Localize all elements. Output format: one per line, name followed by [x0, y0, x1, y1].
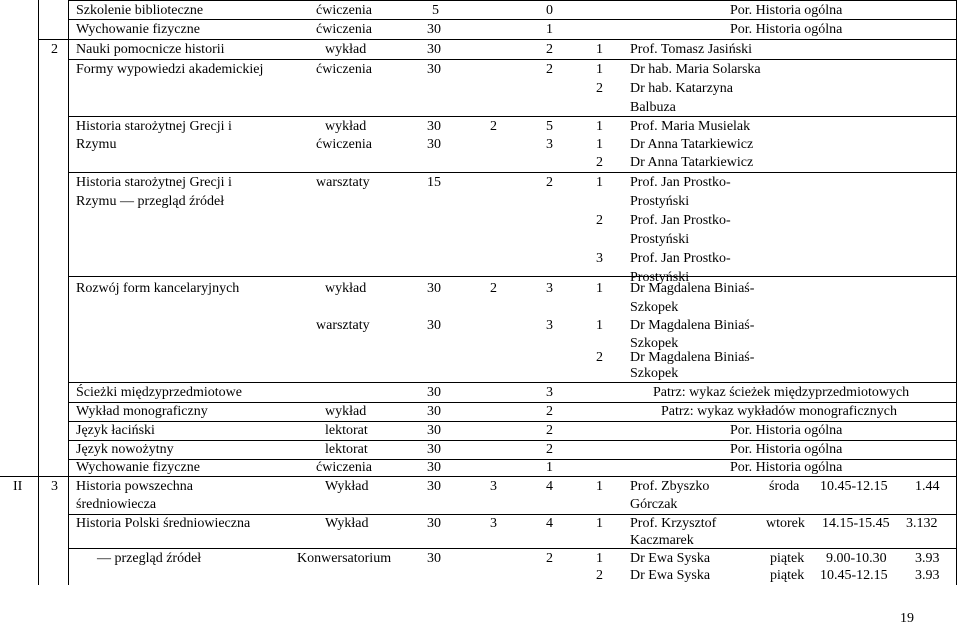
hours: 30	[427, 479, 441, 494]
group: 2	[596, 155, 603, 170]
teacher: Prof. Zbyszko	[630, 479, 710, 494]
teacher: Por. Historia ogólna	[730, 442, 843, 457]
row-divider	[68, 0, 957, 1]
course-name: Nauki pomocnicze historii	[76, 42, 225, 57]
teacher: Kaczmarek	[630, 533, 694, 548]
teacher: Por. Historia ogólna	[730, 22, 843, 37]
teacher: Dr Magdalena Biniaś-	[630, 318, 755, 333]
room: 3.93	[915, 568, 940, 583]
hours: 30	[427, 442, 441, 457]
ects: 2	[546, 42, 553, 57]
group: 1	[596, 281, 603, 296]
group: 1	[596, 551, 603, 566]
table-border-col1	[68, 0, 69, 585]
ects: 3	[546, 385, 553, 400]
teacher: Prostyński	[630, 232, 690, 247]
teacher: Balbuza	[630, 100, 676, 115]
course-name: Historia starożytnej Grecji i	[76, 119, 232, 134]
ects: 3	[546, 318, 553, 333]
year-label: II	[13, 479, 23, 494]
hours: 30	[427, 516, 441, 531]
ects: 1	[546, 460, 553, 475]
course-name: Ścieżki międzyprzedmiotowe	[76, 385, 242, 400]
hours: 30	[427, 318, 441, 333]
teacher: Prof. Maria Musielak	[630, 119, 751, 134]
row-divider	[68, 276, 957, 277]
hours: 30	[427, 385, 441, 400]
class-form: Wykład	[325, 479, 369, 494]
group: 1	[596, 119, 603, 134]
teacher: Prof. Krzysztof	[630, 516, 717, 531]
ects: 3	[490, 479, 497, 494]
ects: 1	[546, 22, 553, 37]
course-name: Wykład monograficzny	[76, 404, 208, 419]
ects: 2	[546, 404, 553, 419]
teacher: Szkopek	[630, 336, 679, 351]
row-divider	[68, 59, 957, 60]
day: piątek	[770, 551, 805, 566]
teacher: Dr Magdalena Biniaś-	[630, 350, 755, 365]
hours: 30	[427, 42, 441, 57]
hours: 15	[427, 175, 441, 190]
group: 2	[596, 213, 603, 228]
course-name: Formy wypowiedzi akademickiej	[76, 62, 264, 77]
group: 1	[596, 175, 603, 190]
teacher: Prostyński	[630, 194, 690, 209]
ects: 3	[546, 281, 553, 296]
hours: 30	[427, 119, 441, 134]
hours: 30	[427, 404, 441, 419]
ects: 2	[490, 119, 497, 134]
class-form: ćwiczenia	[316, 3, 372, 18]
teacher: Patrz: wykaz ścieżek międzyprzedmiotowych	[653, 385, 910, 400]
class-form: lektorat	[325, 423, 368, 438]
ects: 2	[546, 62, 553, 77]
hours: 30	[427, 460, 441, 475]
class-form: lektorat	[325, 442, 368, 457]
class-form: wykład	[325, 42, 367, 57]
hours: 30	[427, 137, 441, 152]
hours: 30	[427, 551, 441, 566]
hours: 30	[427, 423, 441, 438]
group: 2	[596, 350, 603, 365]
class-form: warsztaty	[316, 175, 370, 190]
teacher: Prof. Jan Prostko-	[630, 251, 731, 266]
teacher: Dr Magdalena Biniaś-	[630, 281, 755, 296]
room: 3.93	[915, 551, 940, 566]
hours: 30	[427, 62, 441, 77]
course-name: średniowiecza	[76, 497, 157, 512]
teacher: Dr hab. Maria Solarska	[630, 62, 761, 77]
class-form: ćwiczenia	[316, 22, 372, 37]
row-divider	[68, 421, 957, 422]
group: 1	[596, 318, 603, 333]
course-name: Historia Polski średniowieczna	[76, 516, 251, 531]
class-form: warsztaty	[316, 318, 370, 333]
row-divider	[68, 514, 957, 515]
course-name: Rozwój form kancelaryjnych	[76, 281, 240, 296]
day: środa	[769, 479, 800, 494]
time: 9.00-10.30	[826, 551, 887, 566]
teacher: Dr Anna Tatarkiewicz	[630, 155, 754, 170]
row-divider	[68, 548, 957, 549]
class-form: ćwiczenia	[316, 460, 372, 475]
teacher: Prostyński	[630, 270, 690, 285]
day: piątek	[770, 568, 805, 583]
group: 1	[596, 479, 603, 494]
group: 2	[596, 568, 603, 583]
row-divider	[68, 402, 957, 403]
teacher: Por. Historia ogólna	[730, 423, 843, 438]
ects: 0	[546, 3, 553, 18]
course-name: Język łaciński	[76, 423, 155, 438]
ects: 4	[546, 479, 553, 494]
room: 3.132	[906, 516, 938, 531]
table-border-left	[38, 0, 39, 585]
teacher: Por. Historia ogólna	[730, 3, 843, 18]
teacher: Dr Ewa Syska	[630, 551, 711, 566]
ects: 3	[490, 516, 497, 531]
table-border-right	[956, 0, 957, 585]
teacher: Por. Historia ogólna	[730, 460, 843, 475]
ects: 2	[546, 423, 553, 438]
row-divider	[68, 116, 957, 117]
class-form: wykład	[325, 281, 367, 296]
ects: 2	[490, 281, 497, 296]
class-form: Konwersatorium	[297, 551, 392, 566]
group: 1	[596, 516, 603, 531]
course-name: Wychowanie fizyczne	[76, 460, 200, 475]
ects: 2	[546, 175, 553, 190]
hours: 5	[432, 3, 439, 18]
teacher: Patrz: wykaz wykładów monograficznych	[661, 404, 897, 419]
time: 14.15-15.45	[822, 516, 890, 531]
teacher: Prof. Tomasz Jasiński	[630, 42, 753, 57]
group: 1	[596, 62, 603, 77]
course-name: Rzymu	[76, 137, 117, 152]
ects: 2	[546, 442, 553, 457]
teacher: Górczak	[630, 497, 678, 512]
class-form: ćwiczenia	[316, 137, 372, 152]
teacher: Prof. Jan Prostko-	[630, 175, 731, 190]
hours: 30	[427, 281, 441, 296]
group: 1	[596, 137, 603, 152]
course-name: — przegląd źródeł	[97, 551, 202, 566]
teacher: Szkopek	[630, 366, 679, 381]
teacher: Dr Ewa Syska	[630, 568, 711, 583]
page-number: 19	[900, 611, 914, 626]
class-form: Wykład	[325, 516, 369, 531]
course-name: Wychowanie fizyczne	[76, 22, 200, 37]
teacher: Dr Anna Tatarkiewicz	[630, 137, 754, 152]
group: 3	[596, 251, 603, 266]
room: 1.44	[915, 479, 940, 494]
class-form: wykład	[325, 119, 367, 134]
ects: 5	[546, 119, 553, 134]
course-name: Historia powszechna	[76, 479, 194, 494]
time: 10.45-12.15	[820, 568, 888, 583]
group: 2	[596, 81, 603, 96]
row-divider	[68, 172, 957, 173]
group: 1	[596, 42, 603, 57]
class-form: wykład	[325, 404, 367, 419]
row-divider	[68, 19, 957, 20]
teacher: Dr hab. Katarzyna	[630, 81, 734, 96]
row-divider	[38, 39, 957, 40]
ects: 4	[546, 516, 553, 531]
day: wtorek	[766, 516, 805, 531]
hours: 30	[427, 22, 441, 37]
time: 10.45-12.15	[820, 479, 888, 494]
row-divider	[0, 476, 957, 477]
teacher: Szkopek	[630, 300, 679, 315]
ects: 2	[546, 551, 553, 566]
course-name: Szkolenie biblioteczne	[76, 3, 204, 18]
row-divider	[68, 440, 957, 441]
item-number: 2	[51, 42, 58, 57]
teacher: Prof. Jan Prostko-	[630, 213, 731, 228]
row-divider	[68, 382, 957, 383]
course-name: Historia starożytnej Grecji i	[76, 175, 232, 190]
ects: 3	[546, 137, 553, 152]
item-number: 3	[51, 479, 58, 494]
course-name: Język nowożytny	[76, 442, 174, 457]
course-name: Rzymu — przegląd źródeł	[76, 194, 225, 209]
class-form: ćwiczenia	[316, 62, 372, 77]
